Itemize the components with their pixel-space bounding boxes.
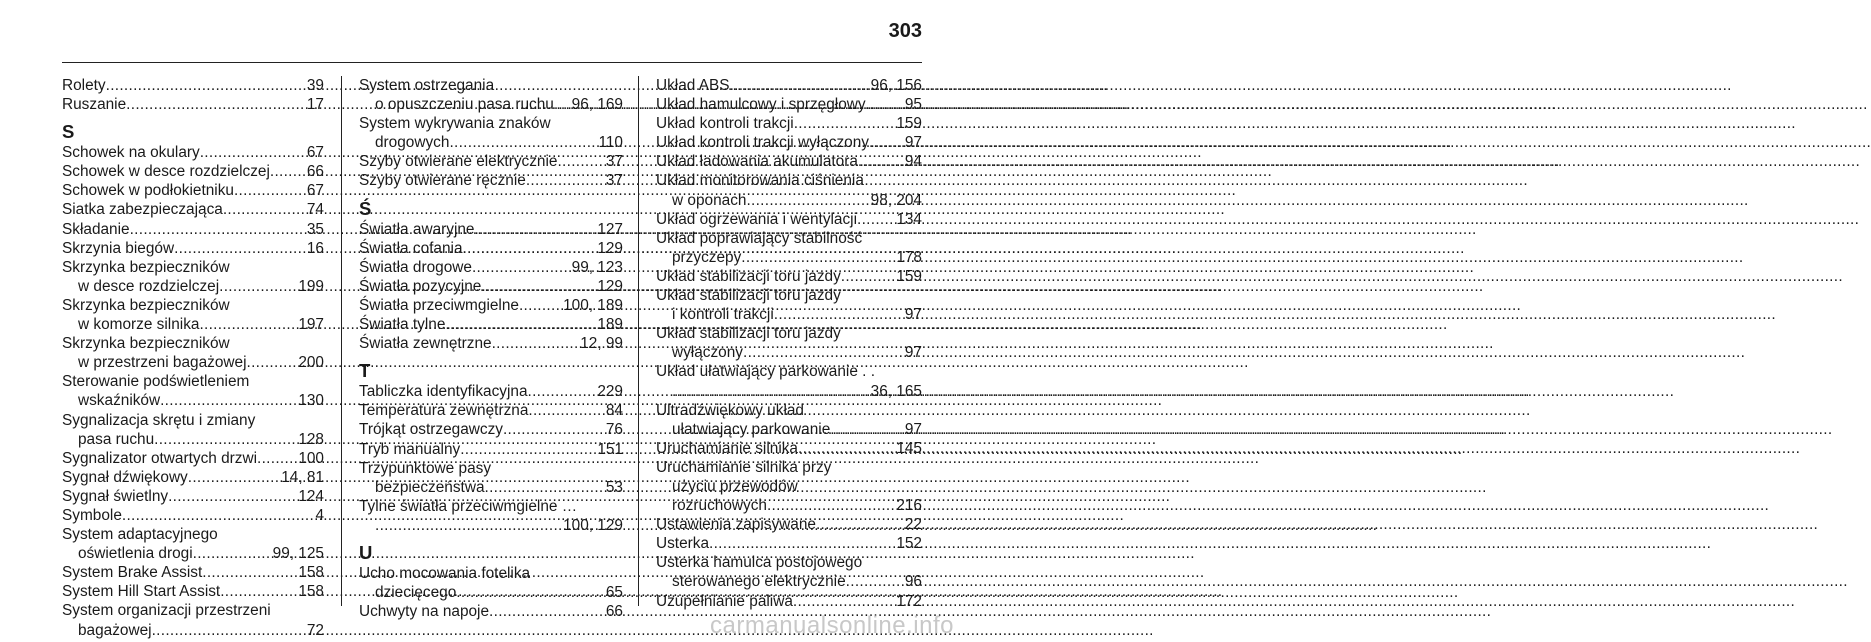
index-entry bbox=[62, 372, 324, 410]
index-entry bbox=[62, 582, 324, 601]
index-entry bbox=[62, 162, 324, 181]
section-letter: Ś bbox=[359, 197, 372, 219]
index-entry bbox=[62, 601, 324, 639]
index-entry bbox=[62, 76, 324, 95]
entry-term-continued: wskaźników bbox=[78, 392, 161, 410]
dot-leader bbox=[152, 621, 305, 640]
dot-leader bbox=[866, 95, 903, 114]
page-reference: 129 bbox=[597, 239, 623, 257]
dot-leader bbox=[199, 315, 296, 334]
dot-leader bbox=[528, 401, 603, 420]
entry-term: Składanie bbox=[62, 220, 130, 238]
index-column-1 bbox=[62, 76, 324, 640]
entry-term-continued: o opuszczeniu pasa ruchu bbox=[375, 96, 554, 114]
page-reference: 134 bbox=[896, 210, 922, 228]
section-letter: U bbox=[359, 541, 373, 563]
entry-term-continued: bezpieczeństwa bbox=[375, 478, 485, 496]
entry-term-continued: ułatwiający parkowanie bbox=[672, 420, 831, 438]
entry-term: System organizacji przestrzeni bbox=[62, 602, 271, 620]
entry-term-continued: i kontroli trakcji bbox=[672, 306, 774, 324]
entry-term: Światła przeciwmgielne bbox=[359, 296, 519, 314]
page-reference: 95 bbox=[904, 96, 922, 114]
entry-term: Skrzynka bezpieczników bbox=[62, 258, 230, 276]
dot-leader bbox=[557, 152, 603, 171]
entry-term: Układ poprawiający stabilność bbox=[656, 229, 863, 247]
page-reference: 97 bbox=[904, 344, 922, 362]
entry-term: Układ monitorowania ciśnienia bbox=[656, 172, 864, 190]
page-reference: 65 bbox=[605, 584, 623, 602]
index-entry bbox=[359, 315, 623, 334]
index-entry bbox=[656, 76, 922, 95]
entry-term: Symbole bbox=[62, 506, 122, 524]
index-entry bbox=[62, 95, 324, 114]
entry-term: Sygnalizator otwartych drzwi bbox=[62, 449, 258, 467]
dot-leader bbox=[449, 133, 596, 152]
page-reference: 229 bbox=[597, 383, 623, 401]
page-reference: 97 bbox=[904, 306, 922, 324]
entry-term: Sterowanie podświetleniem bbox=[62, 373, 250, 391]
entry-term-continued: przyczepy bbox=[672, 248, 742, 266]
entry-term: Uruchamianie silnika bbox=[656, 439, 798, 457]
index-entry bbox=[62, 487, 324, 506]
dot-leader bbox=[481, 277, 595, 296]
dot-leader bbox=[741, 248, 894, 267]
index-column-2 bbox=[359, 76, 623, 621]
index-entry bbox=[359, 277, 623, 296]
dot-leader bbox=[220, 582, 296, 601]
dot-leader bbox=[122, 506, 314, 525]
page-reference: 199 bbox=[298, 277, 324, 295]
page-reference: 35 bbox=[306, 220, 324, 238]
entry-term: Układ hamulcowy i sprzęgłowy bbox=[656, 96, 866, 114]
dot-leader bbox=[188, 468, 279, 487]
entry-term: Układ ułatwiający parkowanie . . bbox=[656, 363, 875, 381]
index-entry bbox=[359, 171, 623, 190]
dot-leader bbox=[503, 420, 604, 439]
page-reference: 100, 129 bbox=[563, 516, 623, 534]
index-entry bbox=[62, 239, 324, 258]
dot-leader bbox=[746, 191, 868, 210]
dot-leader bbox=[174, 239, 305, 258]
entry-term: System wykrywania znaków bbox=[359, 115, 551, 133]
dot-leader bbox=[869, 133, 903, 152]
index-column-3 bbox=[656, 76, 922, 611]
entry-term: Sygnał dźwiękowy bbox=[62, 468, 188, 486]
entry-term: Uzupełnianie paliwa bbox=[656, 592, 793, 610]
page-reference: 84 bbox=[605, 402, 623, 420]
page-reference: 39 bbox=[306, 77, 324, 94]
watermark: carmanualsonline.info bbox=[710, 612, 954, 639]
page-reference: 130 bbox=[298, 392, 324, 410]
dot-leader bbox=[130, 220, 305, 239]
page-reference: 97 bbox=[904, 134, 922, 152]
dot-leader bbox=[247, 353, 297, 372]
header-divider bbox=[62, 62, 922, 63]
page-reference: 159 bbox=[896, 267, 922, 285]
dot-leader bbox=[857, 210, 894, 229]
index-entry bbox=[359, 239, 623, 258]
entry-term: Trzypunktowe pasy bbox=[359, 459, 492, 477]
dot-leader bbox=[375, 516, 561, 535]
dot-leader bbox=[270, 162, 305, 181]
entry-term: Sygnał świetlny bbox=[62, 487, 169, 505]
entry-term: Tylne światła przeciwmgielne … bbox=[359, 497, 578, 515]
page-reference: 158 bbox=[298, 564, 324, 582]
index-entry bbox=[62, 200, 324, 219]
page-reference: 151 bbox=[597, 440, 623, 458]
entry-term: Schowek w desce rozdzielczej bbox=[62, 163, 270, 181]
entry-term: Światła drogowe bbox=[359, 258, 472, 276]
entry-term: Ucho mocowania fotelika bbox=[359, 564, 531, 582]
index-entry bbox=[656, 534, 922, 553]
index-entry bbox=[62, 334, 324, 372]
page-reference: 96 bbox=[904, 573, 922, 591]
dot-leader bbox=[793, 592, 894, 611]
dot-leader bbox=[846, 572, 903, 591]
index-entry bbox=[359, 564, 623, 602]
index-entry bbox=[62, 181, 324, 200]
dot-leader bbox=[709, 534, 894, 553]
index-entry bbox=[656, 286, 922, 324]
page-reference: 110 bbox=[598, 134, 623, 152]
dot-leader bbox=[743, 343, 903, 362]
entry-term: Ruszanie bbox=[62, 96, 127, 114]
column-divider bbox=[341, 76, 342, 606]
page-reference: 66 bbox=[306, 163, 324, 181]
index-entry bbox=[656, 267, 922, 286]
index-entry bbox=[656, 324, 922, 362]
page-reference: 124 bbox=[298, 487, 324, 505]
page-reference: 22 bbox=[904, 516, 922, 534]
entry-term: Usterka hamulca postojowego bbox=[656, 554, 863, 572]
dot-leader bbox=[472, 258, 570, 277]
page-reference: 37 bbox=[605, 153, 623, 171]
dot-leader bbox=[830, 420, 903, 439]
entry-term: Rolety bbox=[62, 77, 106, 94]
entry-term: Układ stabilizacji toru jazdy bbox=[656, 267, 841, 285]
dot-leader bbox=[526, 171, 604, 190]
section-letter: T bbox=[359, 360, 371, 382]
page-reference: 98, 204 bbox=[870, 191, 922, 209]
page-reference: 159 bbox=[896, 115, 922, 133]
index-entry bbox=[359, 76, 623, 114]
page-reference: 158 bbox=[298, 583, 324, 601]
index-entry bbox=[359, 334, 623, 353]
page-reference: 145 bbox=[896, 439, 922, 457]
dot-leader bbox=[160, 391, 296, 410]
index-entry bbox=[656, 210, 922, 229]
page-reference: 17 bbox=[306, 96, 324, 114]
index-entry bbox=[656, 229, 922, 267]
entry-term: Światła pozycyjne bbox=[359, 277, 482, 295]
entry-term: Układ ładowania akumulatora bbox=[656, 153, 858, 171]
entry-term-continued: w desce rozdzielczej bbox=[78, 277, 220, 295]
index-entry bbox=[62, 143, 324, 162]
dot-leader bbox=[463, 239, 596, 258]
entry-term-continued: oświetlenia drogi bbox=[78, 545, 193, 563]
index-entry bbox=[359, 258, 623, 277]
index-entry bbox=[656, 458, 922, 515]
dot-leader bbox=[489, 602, 604, 621]
dot-leader bbox=[193, 544, 271, 563]
entry-term: Trójkąt ostrzegawczy bbox=[359, 421, 503, 439]
index-entry bbox=[656, 133, 922, 152]
page-reference: 127 bbox=[597, 220, 623, 238]
entry-term: Sygnalizacja skrętu i zmiany bbox=[62, 411, 256, 429]
index-entry bbox=[656, 592, 922, 611]
index-entry bbox=[656, 114, 922, 133]
entry-term-continued: użyciu przewodów bbox=[672, 477, 798, 495]
entry-term: System ostrzegania bbox=[359, 77, 495, 94]
entry-term: Ultradźwiękowy układ bbox=[656, 401, 804, 419]
dot-leader bbox=[445, 315, 595, 334]
index-entry bbox=[359, 497, 623, 535]
dot-leader bbox=[474, 220, 595, 239]
entry-term: Światła awaryjne bbox=[359, 220, 475, 238]
entry-term-continued: pasa ruchu bbox=[78, 430, 155, 448]
index-entry bbox=[359, 152, 623, 171]
dot-leader bbox=[492, 334, 579, 353]
page-reference: 76 bbox=[605, 421, 623, 439]
page-reference: 4 bbox=[315, 506, 324, 524]
index-entry bbox=[656, 401, 922, 439]
page-reference: 99, 125 bbox=[272, 545, 324, 563]
page-number: 303 bbox=[888, 20, 922, 42]
index-entry bbox=[359, 420, 623, 439]
index-entry bbox=[62, 258, 324, 296]
index-entry bbox=[656, 515, 922, 534]
entry-term: Uchwyty na napoje bbox=[359, 603, 490, 621]
entry-term: Ustawienia zapisywane bbox=[656, 516, 816, 534]
page-reference: 67 bbox=[306, 144, 324, 162]
entry-term-continued: drogowych bbox=[375, 134, 450, 152]
entry-term: Tryb manualny bbox=[359, 440, 461, 458]
entry-term: Układ ABS bbox=[656, 77, 730, 94]
page-reference: 74 bbox=[306, 201, 324, 219]
dot-leader bbox=[200, 143, 305, 162]
entry-term: Skrzynia biegów bbox=[62, 239, 175, 257]
page-reference: 96, 156 bbox=[870, 77, 922, 94]
index-entry bbox=[62, 468, 324, 487]
entry-term: Uruchamianie silnika przy bbox=[656, 458, 832, 476]
page-reference: 12, 99 bbox=[580, 335, 623, 353]
page-reference: 94 bbox=[904, 153, 922, 171]
entry-term: Układ stabilizacji toru jazdy bbox=[656, 287, 841, 305]
entry-term: System Hill Start Assist bbox=[62, 583, 221, 601]
dot-leader bbox=[767, 496, 894, 515]
page-reference: 96, 169 bbox=[571, 96, 623, 114]
entry-term: Układ kontroli trakcji wyłączony bbox=[656, 134, 869, 152]
index-entry bbox=[62, 220, 324, 239]
page-reference: 53 bbox=[605, 478, 623, 496]
dot-leader bbox=[672, 382, 869, 401]
index-entry bbox=[359, 401, 623, 420]
page-reference: 100 bbox=[298, 449, 324, 467]
dot-leader bbox=[519, 296, 561, 315]
dot-leader bbox=[554, 95, 570, 114]
entry-term: Szyby otwierane ręcznie bbox=[359, 172, 526, 190]
dot-leader bbox=[774, 305, 903, 324]
dot-leader bbox=[154, 430, 296, 449]
page-reference: 37 bbox=[605, 172, 623, 190]
index-entry bbox=[359, 220, 623, 239]
page-reference: 216 bbox=[896, 497, 922, 515]
dot-leader bbox=[730, 76, 869, 95]
entry-term: Skrzynka bezpieczników bbox=[62, 296, 230, 314]
dot-leader bbox=[858, 152, 903, 171]
entry-term: System adaptacyjnego bbox=[62, 526, 218, 544]
entry-term: Układ kontroli trakcji bbox=[656, 115, 794, 133]
entry-term: Schowek na okulary bbox=[62, 144, 200, 162]
index-entry bbox=[62, 506, 324, 525]
page-reference: 72 bbox=[306, 621, 324, 639]
page-reference: 97 bbox=[904, 420, 922, 438]
entry-term-continued: bagażowej bbox=[78, 621, 152, 639]
page-reference: 67 bbox=[306, 182, 324, 200]
page-reference: 100, 189 bbox=[563, 296, 623, 314]
entry-term-continued: w oponach bbox=[672, 191, 747, 209]
dot-leader bbox=[528, 382, 596, 401]
dot-leader bbox=[841, 267, 895, 286]
dot-leader bbox=[485, 478, 604, 497]
dot-leader bbox=[234, 181, 305, 200]
dot-leader bbox=[257, 449, 296, 468]
dot-leader bbox=[219, 277, 296, 296]
entry-term: Układ ogrzewania i wentylacji bbox=[656, 210, 858, 228]
page-reference: 197 bbox=[298, 316, 324, 334]
entry-term: Schowek w podłokietniku bbox=[62, 182, 234, 200]
entry-term: Temperatura zewnętrzna bbox=[359, 402, 529, 420]
entry-term-continued: wyłączony bbox=[672, 344, 743, 362]
entry-term: Światła cofania bbox=[359, 239, 463, 257]
index-entry bbox=[359, 602, 623, 621]
page-reference: 99, 123 bbox=[571, 258, 623, 276]
entry-term: Układ stabilizacji toru jazdy bbox=[656, 325, 841, 343]
entry-term-continued: w komorze silnika bbox=[78, 316, 200, 334]
entry-term: Skrzynka bezpieczników bbox=[62, 335, 230, 353]
index-entry bbox=[62, 449, 324, 468]
dot-leader bbox=[798, 439, 894, 458]
dot-leader bbox=[126, 95, 305, 114]
index-entry bbox=[656, 171, 922, 209]
page-reference: 128 bbox=[298, 430, 324, 448]
index-entry bbox=[656, 152, 922, 171]
page-reference: 66 bbox=[605, 603, 623, 621]
page-reference: 14, 81 bbox=[281, 468, 324, 486]
index-entry bbox=[62, 525, 324, 563]
entry-term: Siatka zabezpieczająca bbox=[62, 201, 223, 219]
entry-term: Światła tylne bbox=[359, 316, 446, 334]
entry-term: Tabliczka identyfikacyjna bbox=[359, 383, 528, 401]
entry-term-continued: w przestrzeni bagażowej bbox=[78, 354, 247, 372]
entry-term-continued: dziecięcego bbox=[375, 584, 457, 602]
page-reference: 129 bbox=[597, 277, 623, 295]
index-entry bbox=[359, 440, 623, 459]
index-entry bbox=[359, 114, 623, 152]
index-entry bbox=[62, 296, 324, 334]
page-reference: 200 bbox=[298, 354, 324, 372]
entry-term: Światła zewnętrzne bbox=[359, 335, 492, 353]
index-entry bbox=[62, 563, 324, 582]
page-reference: 16 bbox=[306, 239, 324, 257]
dot-leader bbox=[794, 114, 895, 133]
index-entry bbox=[359, 296, 623, 315]
entry-term-continued: rozruchowych bbox=[672, 497, 767, 515]
page-reference: 36, 165 bbox=[870, 382, 922, 400]
dot-leader bbox=[168, 487, 296, 506]
entry-term-continued: sterowanego elektrycznie bbox=[672, 573, 846, 591]
column-divider bbox=[638, 76, 639, 606]
page-reference: 172 bbox=[896, 592, 922, 610]
entry-term: Szyby otwierane elektrycznie bbox=[359, 153, 558, 171]
page-reference: 189 bbox=[597, 316, 623, 334]
dot-leader bbox=[106, 76, 305, 95]
dot-leader bbox=[460, 440, 595, 459]
index-entry bbox=[656, 95, 922, 114]
section-letter: S bbox=[62, 121, 75, 143]
dot-leader bbox=[223, 200, 305, 219]
dot-leader bbox=[456, 583, 604, 602]
index-entry bbox=[656, 439, 922, 458]
index-entry bbox=[359, 459, 623, 497]
index-entry bbox=[656, 553, 922, 591]
entry-term: System Brake Assist bbox=[62, 564, 203, 582]
page-reference: 178 bbox=[896, 248, 922, 266]
entry-term: Usterka bbox=[656, 535, 710, 553]
dot-leader bbox=[816, 515, 903, 534]
index-entry bbox=[62, 411, 324, 449]
dot-leader bbox=[202, 563, 296, 582]
index-entry bbox=[656, 362, 922, 400]
index-entry bbox=[359, 382, 623, 401]
page-reference: 152 bbox=[896, 535, 922, 553]
